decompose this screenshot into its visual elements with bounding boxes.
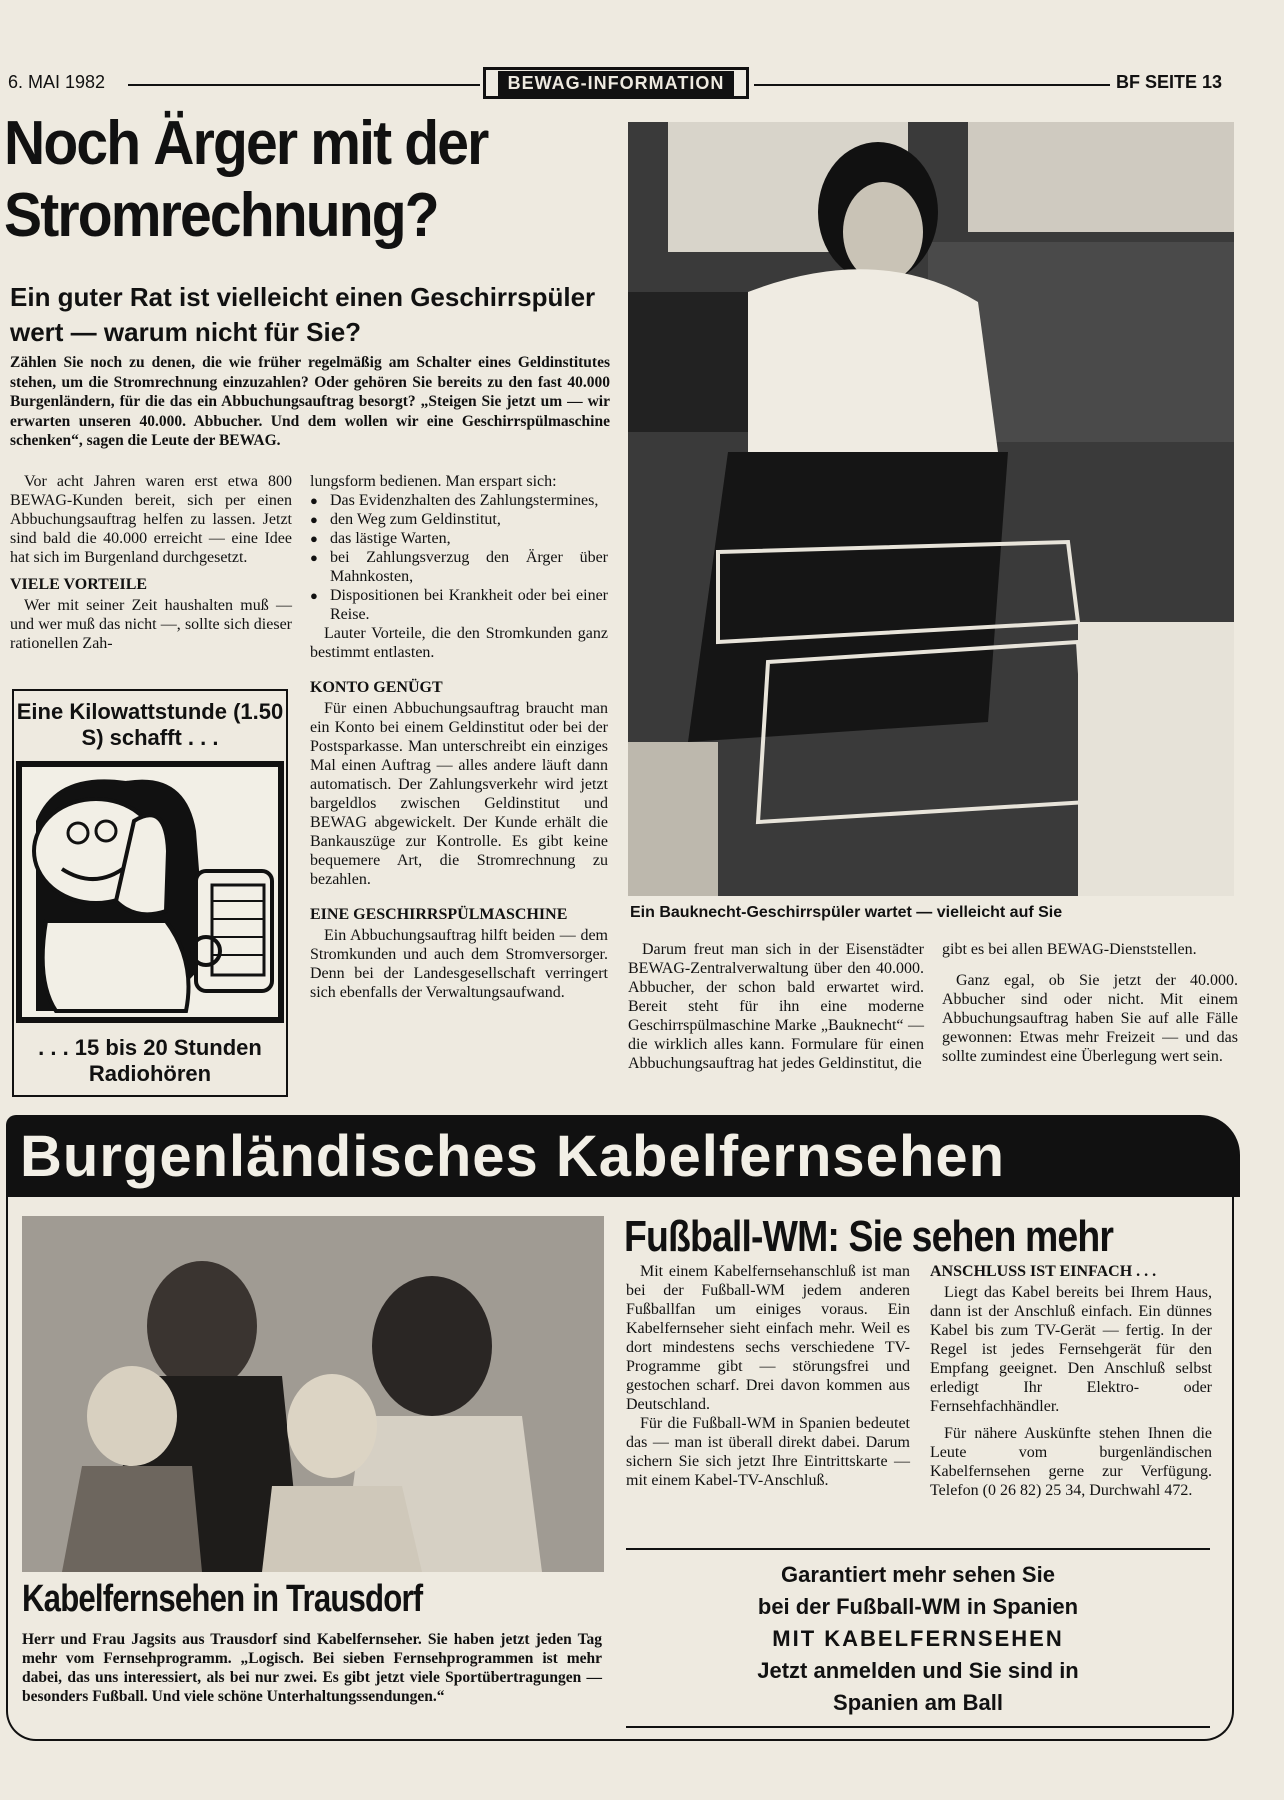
paragraph: Ganz egal, ob Sie jetzt der 40.000. Abbucher sind oder nicht. Mit einem Abbuchungsauftrag haben Sie auf alle Fälle gewonnen: Etwas mehr Freizeit — und das sollte zumindest eine Überlegung wert sein. [942, 972, 1238, 1065]
paragraph: gibt es bei allen BEWAG-Dienststellen. [942, 941, 1197, 958]
ad-line: MIT KABELFERNSEHEN [772, 1626, 1064, 1651]
kilowatt-box [12, 689, 288, 1097]
subheadline: Ein guter Rat ist vielleicht einen Geschirrspüler wert — warum nicht für Sie? [10, 282, 596, 347]
paragraph: Wer mit seiner Zeit haushalten muß — und wer muß das nicht —, sollte sich dieser rationellen Zah- [10, 597, 292, 652]
headline [4, 108, 574, 252]
trausdorf-text: Herr und Frau Jagsits aus Trausdorf sind Kabelfernseher. Sie haben jetzt jeden Tag mehr vom Fernsehprogramm. „Logisch. Bei sieben Fernsehprogrammen ist mehr dabei, das uns interessiert, als bei nur zwei. Es gibt jetzt viele Sportübertragungen — besonders Fußball. Und viele schöne Unterhaltungssendungen.“ [22, 1631, 602, 1705]
header-date: 6. MAI 1982 [8, 72, 106, 92]
list-item: ● das lästige Warten, [310, 529, 608, 548]
kabel-ad-box [626, 1548, 1210, 1728]
paragraph: Lauter Vorteile, die den Stromkunden ganz bestimmt entlasten. [310, 625, 608, 661]
ad-line: Garantiert mehr sehen Sie [781, 1562, 1055, 1587]
dishwasher-photo [628, 122, 1234, 896]
paragraph: Liegt das Kabel bereits bei Ihrem Haus, dann ist der Anschluß einfach. Ein dünnes Kabel bis zum TV-Gerät — fertig. In der Regel ist jedes Fernsehgerät für den Empfang geeignet. Den Anschluß selbst erledigt Ihr Elektro- oder Fernsehfachhändler. [930, 1284, 1212, 1415]
photo-caption: Ein Bauknecht-Geschirrspüler wartet — vielleicht auf Sie [630, 904, 1063, 921]
paragraph: lungsform bedienen. Man erspart sich: [310, 473, 557, 490]
article-column-3 [628, 940, 924, 1073]
header-rule-left [128, 84, 480, 86]
ad-line: Spanien am Ball [833, 1690, 1003, 1715]
section-label: BEWAG-INFORMATION [498, 71, 735, 96]
paragraph: Für nähere Auskünfte stehen Ihnen die Leute vom burgenländischen Kabelfernsehen gerne zur Verfügung. Telefon (0 26 82) 25 34, Durchwahl 472. [930, 1425, 1212, 1499]
trausdorf-headline: Kabelfernsehen in Trausdorf [22, 1578, 423, 1620]
list-item: ● den Weg zum Geldinstitut, [310, 510, 608, 529]
photo-image [628, 122, 1234, 896]
article-column-1 [10, 472, 292, 653]
headline-line-2: Stromrechnung? [4, 181, 438, 250]
list-item: ● bei Zahlungsverzug den Ärger über Mahnkosten, [310, 548, 608, 586]
fussball-column-1 [626, 1262, 910, 1490]
section-heading: KONTO GENÜGT [310, 679, 443, 696]
ad-line: Jetzt anmelden und Sie sind in [757, 1658, 1079, 1683]
section-heading: ANSCHLUSS IST EINFACH . . . [930, 1263, 1157, 1280]
paragraph: Ein Abbuchungsauftrag hilft beiden — dem Stromkunden und auch dem Stromversorger. Denn bei der Landesgesellschaft verringert sich ebenfalls der Verwaltungsaufwand. [310, 927, 608, 1001]
paragraph: Für einen Abbuchungsauftrag braucht man ein Konto bei einem Geldinstitut oder bei der Postsparkasse. Man unterschreibt ein einziges Mal einen Auftrag — alles andere läuft dann automatisch. Der Zahlungsverkehr wird jetzt bargeldlos zwischen Geldinstitut und BEWAG abgewickelt. Der Kunde erhält die Bankauszüge zur Kontrolle. Es gibt keine bequemere Art, die Stromrechnung zu bezahlen. [310, 700, 608, 888]
kilowatt-box-caption: . . . 15 bis 20 Stunden Radiohören [38, 1035, 262, 1086]
ad-line: bei der Fußball-WM in Spanien [757, 1594, 1079, 1619]
kilowatt-box-title: Eine Kilowattstunde (1.50 S) schafft . . . [16, 699, 284, 750]
lead-paragraph: Zählen Sie noch zu denen, die wie früher regelmäßig am Schalter eines Geldinstitutes stehen, um die Stromrechnung einzuzahlen? Oder gehören Sie bereits zu den fast 40.000 Burgenländern, für die das ein Abbuchungsauftrag besorgt? „Steigen Sie jetzt um — wir erwarten unseren 40.000. Abbucher. Und dem wollen wir eine Geschirrspülmaschine schenken“, sagen die Leute der BEWAG. [10, 354, 610, 449]
kabelfernsehen-banner [6, 1115, 1240, 1197]
list-item: ● Dispositionen bei Krankheit oder bei einer Reise. [310, 586, 608, 624]
paragraph: Darum freut man sich in der Eisenstädter BEWAG-Zentralverwaltung über den 40.000. Abbucher, der schon bald erwartet wird. Bereit steht für ihn eine moderne Geschirrspülmaschine Marke „Bauknecht“ — die wirklich alles kann. Formulare für einen Abbuchungsauftrag hat jedes Geldinstitut, die [628, 941, 924, 1072]
advantages-list [310, 491, 608, 624]
cartoon-image [16, 761, 284, 1023]
header-rule-right [754, 84, 1110, 86]
family-photo [22, 1216, 604, 1572]
section-heading: VIELE VORTEILE [10, 576, 148, 593]
section-label-box [483, 67, 749, 99]
page-number: BF SEITE 13 [1116, 72, 1223, 92]
paragraph: Für die Fußball-WM in Spanien bedeutet das — man ist überall direkt dabei. Darum sichern Sie sich jetzt Ihre Eintrittskarte — mit einem Kabel-TV-Anschluß. [626, 1415, 910, 1489]
fussball-column-2 [930, 1262, 1212, 1500]
family-image [22, 1216, 604, 1572]
section-heading: EINE GESCHIRRSPÜLMASCHINE [310, 906, 568, 923]
radio-listener-cartoon [16, 761, 284, 1023]
article-column-4 [942, 940, 1238, 1066]
paragraph: Mit einem Kabelfernsehanschluß ist man bei der Fußball-WM jedem anderen Fußballfan um einiges voraus. Ein Kabelfernseher sieht einfach mehr. Weil es dort mindestens sechs verschiedene TV-Programme gibt — störungsfrei und gestochen scharf. Drei davon kommen aus Deutschland. [626, 1263, 910, 1413]
article-column-2 [310, 472, 608, 1002]
banner-title: Burgenländisches Kabelfernsehen [20, 1124, 1006, 1189]
list-item: ● Das Evidenzhalten des Zahlungstermines, [310, 491, 608, 510]
headline-line-1: Noch Ärger mit der [4, 109, 488, 178]
paragraph: Vor acht Jahren waren erst etwa 800 BEWAG-Kunden bereit, sich per einen Abbuchungsauftrag helfen zu lassen. Jetzt sind bald die 40.000 erreicht — eine Idee hat sich im Burgenland durchgesetzt. [10, 473, 292, 566]
fussball-headline: Fußball-WM: Sie sehen mehr [624, 1212, 1114, 1261]
